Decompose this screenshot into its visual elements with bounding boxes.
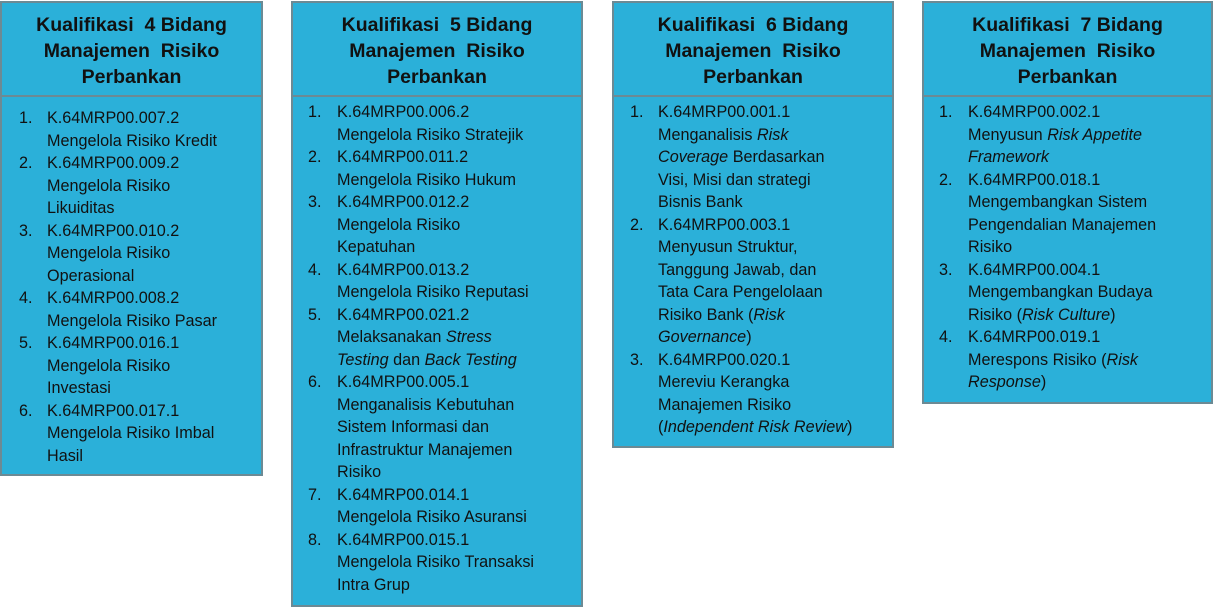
item-text — [47, 287, 255, 332]
item-text — [968, 101, 1205, 169]
item-number: 5. — [308, 305, 322, 324]
italic-term: Coverage — [658, 148, 729, 166]
competency-title-line: Menganalisis Risk — [658, 125, 789, 144]
list-item — [19, 287, 255, 332]
item-number: 2. — [308, 148, 322, 166]
competency-title-line: Bisnis Bank — [658, 193, 743, 211]
competency-title-line: Likuiditas — [47, 199, 115, 217]
item-number: 6. — [19, 401, 33, 420]
item-number: 2. — [939, 170, 953, 189]
italic-term: Independent Risk Review — [663, 418, 847, 436]
item-number: 5. — [19, 334, 33, 352]
list-item — [308, 371, 575, 484]
card-title-line: Manajemen Risiko — [43, 40, 220, 62]
competency-code: K.64MRP00.009.2 — [47, 154, 180, 172]
list-item — [630, 101, 886, 214]
competency-code: K.64MRP00.001.1 — [658, 103, 791, 121]
list-item — [308, 259, 575, 304]
competency-title-line: Kepatuhan — [337, 238, 416, 256]
competency-title-line: Tanggung Jawab, dan — [658, 260, 817, 279]
card-title-line: Perbankan — [81, 66, 182, 88]
list-item — [939, 169, 1205, 259]
competency-code: K.64MRP00.011.2 — [337, 148, 469, 166]
item-number: 1. — [939, 103, 953, 121]
qualification-card-level-6 — [612, 1, 894, 448]
competency-list — [924, 97, 1211, 394]
item-number: 1. — [19, 109, 33, 127]
competency-code: K.64MRP00.013.2 — [337, 260, 470, 279]
qualification-card-level-5 — [291, 1, 583, 607]
competency-title-line: Melaksanakan Stress — [337, 328, 492, 346]
competency-title-line: Risiko — [337, 463, 382, 481]
item-text — [337, 529, 575, 597]
italic-term: Back Testing — [424, 350, 517, 369]
card-title-line: Kualifikasi 7 Bidang — [972, 14, 1163, 36]
competency-title-line — [968, 146, 1205, 169]
competency-title-line: Mengelola Risiko — [337, 215, 461, 234]
competency-title-line: Risiko (Risk Culture) — [968, 305, 1116, 324]
item-text — [337, 146, 575, 191]
competency-title-line: Mengelola Risiko — [47, 356, 171, 375]
competency-code: K.64MRP00.015.1 — [337, 530, 470, 549]
competency-code: K.64MRP00.007.2 — [47, 109, 180, 127]
competency-title-line: Mengelola Risiko — [47, 176, 171, 195]
card-title — [293, 3, 581, 97]
card-title-line: Perbankan — [387, 66, 487, 88]
item-text — [968, 326, 1205, 394]
competency-title-line: Infrastruktur Manajemen — [337, 440, 513, 459]
competency-title-line: Mengelola Risiko Hukum — [337, 170, 517, 189]
competency-code: K.64MRP00.005.1 — [337, 373, 470, 391]
item-number: 3. — [19, 221, 33, 240]
italic-term: Risk Appetite — [1047, 125, 1142, 144]
italic-term: Stress — [445, 328, 492, 346]
list-item — [939, 101, 1205, 169]
list-item — [308, 304, 575, 372]
competency-title-line: Hasil — [47, 446, 83, 465]
item-text — [658, 214, 886, 349]
item-text — [47, 332, 255, 400]
item-number: 1. — [630, 103, 644, 121]
item-text — [337, 101, 575, 146]
competency-code: K.64MRP00.017.1 — [47, 401, 180, 420]
item-number: 4. — [19, 289, 33, 307]
item-number: 4. — [939, 328, 953, 346]
list-item — [19, 107, 255, 152]
competency-title-line: Intra Grup — [337, 575, 410, 594]
competency-title-line: Operasional — [47, 266, 135, 285]
list-item — [308, 101, 575, 146]
competency-title-line: Menyusun Risk Appetite — [968, 125, 1142, 144]
item-text — [658, 349, 886, 439]
competency-title-line: Mengembangkan Budaya — [968, 283, 1153, 301]
competency-code: K.64MRP00.003.1 — [658, 215, 791, 234]
competency-title-line: (Independent Risk Review) — [658, 418, 853, 436]
competency-code: K.64MRP00.014.1 — [337, 485, 470, 504]
competency-title-line: Mengembangkan Sistem — [968, 193, 1148, 211]
competency-code: K.64MRP00.019.1 — [968, 328, 1101, 346]
competency-code: K.64MRP00.010.2 — [47, 221, 180, 240]
item-text — [968, 169, 1205, 259]
competency-list — [614, 97, 892, 439]
item-number: 7. — [308, 485, 322, 504]
item-text — [658, 101, 886, 214]
item-number: 3. — [939, 260, 953, 279]
competency-title-line: Mereviu Kerangka — [658, 373, 790, 391]
item-number: 3. — [630, 350, 644, 369]
list-item — [308, 146, 575, 191]
competency-code: K.64MRP00.008.2 — [47, 289, 180, 307]
competency-title-line: Tata Cara Pengelolaan — [658, 283, 823, 301]
qualification-card-level-7 — [922, 1, 1213, 404]
list-item — [939, 326, 1205, 394]
item-text — [47, 400, 255, 468]
card-title-line: Kualifikasi 6 Bidang — [657, 14, 849, 36]
competency-title-line: Mengelola Risiko Pasar — [47, 311, 218, 330]
competency-title-line: Sistem Informasi dan — [337, 418, 490, 436]
competency-title-line: Mengelola Risiko — [47, 244, 171, 262]
competency-title-line: Coverage Berdasarkan — [658, 148, 825, 166]
competency-title-line: Menyusun Struktur, — [658, 238, 798, 256]
item-number: 8. — [308, 530, 322, 549]
list-item — [939, 259, 1205, 327]
card-title — [614, 3, 892, 97]
competency-title-line: Menganalisis Kebutuhan — [337, 395, 515, 414]
list-item — [19, 152, 255, 220]
list-item — [308, 484, 575, 529]
competency-title-line: Mengelola Risiko Kredit — [47, 131, 218, 150]
card-title-line: Kualifikasi 5 Bidang — [341, 14, 533, 36]
card-title-line: Kualifikasi 4 Bidang — [36, 14, 227, 36]
item-text — [968, 259, 1205, 327]
item-text — [337, 259, 575, 304]
competency-code: K.64MRP00.006.2 — [337, 103, 470, 121]
competency-title-line: Investasi — [47, 379, 111, 397]
competency-list — [293, 97, 581, 596]
italic-term: Framework — [968, 148, 1049, 166]
competency-title-line: Mengelola Risiko Transaksi — [337, 553, 535, 571]
competency-code: K.64MRP00.018.1 — [968, 170, 1101, 189]
competency-title-line: Response) — [968, 373, 1047, 391]
item-text — [337, 371, 575, 484]
item-text — [47, 220, 255, 288]
card-title-line: Manajemen Risiko — [349, 40, 525, 62]
item-number: 2. — [19, 154, 33, 172]
item-number: 1. — [308, 103, 322, 121]
list-item — [19, 332, 255, 400]
list-item — [308, 529, 575, 597]
competency-code: K.64MRP00.016.1 — [47, 334, 180, 352]
card-title-line: Perbankan — [703, 66, 803, 88]
competency-code: K.64MRP00.020.1 — [658, 350, 791, 369]
italic-term: Risk — [756, 125, 789, 144]
competency-title-line: Mengelola Risiko Stratejik — [337, 125, 524, 144]
italic-term: Risk Culture — [1021, 305, 1111, 324]
competency-list — [2, 97, 261, 467]
item-text — [337, 191, 575, 259]
item-number: 2. — [630, 215, 644, 234]
competency-title-line: Testing dan Back Testing — [337, 350, 517, 369]
card-title — [2, 3, 261, 97]
card-title-line: Manajemen Risiko — [979, 40, 1156, 62]
item-text — [337, 484, 575, 529]
item-number: 4. — [308, 260, 322, 279]
list-item — [19, 400, 255, 468]
card-title-line: Perbankan — [1017, 66, 1118, 88]
italic-term: Response — [968, 373, 1041, 391]
competency-title-line: Mengelola Risiko Asuransi — [337, 508, 527, 526]
italic-term: Risk — [753, 305, 785, 324]
item-number: 6. — [308, 373, 322, 391]
italic-term: Governance — [658, 328, 747, 346]
list-item — [630, 349, 886, 439]
list-item — [19, 220, 255, 288]
list-item — [630, 214, 886, 349]
competency-code: K.64MRP00.012.2 — [337, 193, 470, 211]
competency-title-line: Merespons Risiko (Risk — [968, 350, 1139, 369]
item-text — [47, 152, 255, 220]
card-title-line: Manajemen Risiko — [665, 40, 841, 62]
italic-term: Risk — [1106, 350, 1139, 369]
item-text — [337, 304, 575, 372]
item-text — [47, 107, 255, 152]
competency-title-line: Manajemen Risiko — [658, 395, 792, 414]
list-item — [308, 191, 575, 259]
competency-title-line: Governance) — [658, 328, 752, 346]
item-number: 3. — [308, 193, 322, 211]
competency-title-line: Mengelola Risiko Reputasi — [337, 283, 529, 301]
competency-code: K.64MRP00.002.1 — [968, 103, 1101, 121]
competency-title-line: Visi, Misi dan strategi — [658, 170, 811, 189]
competency-title-line: Risiko — [968, 238, 1013, 256]
card-title — [924, 3, 1211, 97]
qualification-card-level-4 — [0, 1, 263, 476]
competency-title-line: Pengendalian Manajemen — [968, 215, 1157, 234]
italic-term: Testing — [337, 350, 389, 369]
competency-title-line: Risiko Bank (Risk — [658, 305, 785, 324]
competency-title-line: Mengelola Risiko Imbal — [47, 424, 215, 442]
competency-code: K.64MRP00.021.2 — [337, 305, 470, 324]
competency-code: K.64MRP00.004.1 — [968, 260, 1101, 279]
